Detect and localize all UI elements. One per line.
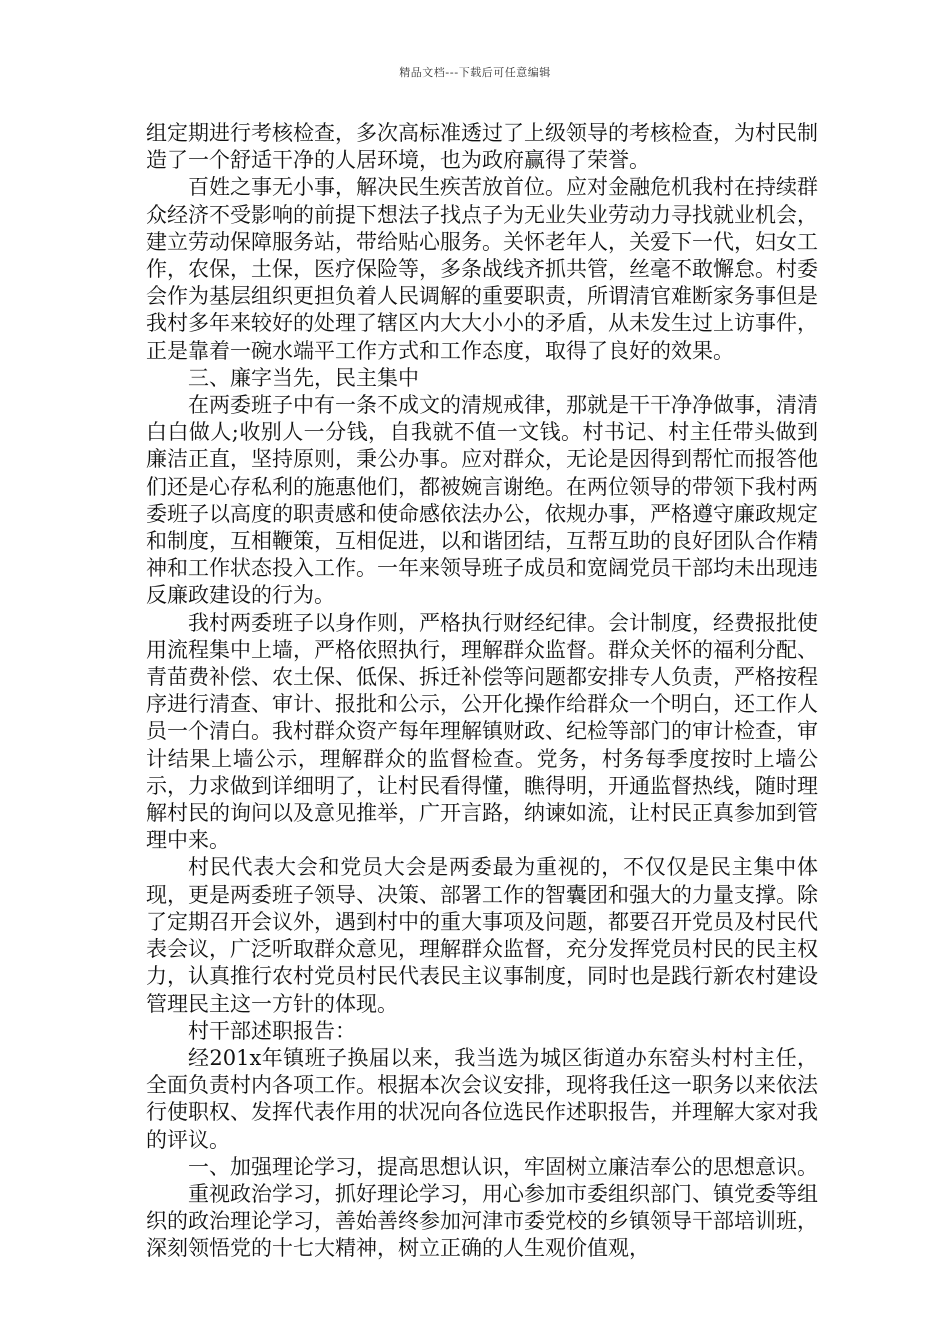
paragraph-2: 百姓之事无小事，解决民生疾苦放首位。应对金融危机我村在持续群众经济不受影响的前提下想法子找点子为无业失业劳动力寻找就业机会，建立劳动保障服务站，带给贴心服务。关怀老年人，关爱下一代，妇女工作，农保，土保，医疗保险等，多条战线齐抓共管，丝毫不敢懈怠。村委会作为基层组织更担负着人民调解的重要职责，所谓清官难断家务事但是我村多年来较好的处理了辖区内大大小小的矛盾，从未发生过上访事件，正是靠着一碗水端平工作方式和工作态度，取得了良好的效果。 [146,175,818,363]
paragraph-5: 我村两委班子以身作则，严格执行财经纪律。会计制度，经费报批使用流程集中上墙，严格依照执行，理解群众监督。群众关怀的福利分配、青苗费补偿、农土保、低保、拆迁补偿等问题都安排专人负责，严格按程序进行清查、审计、报批和公示，公开化操作给群众一个明白，还工作人员一个清白。我村群众资产每年理解镇财政、纪检等部门的审计检查，审计结果上墙公示，理解群众的监督检查。党务，村务每季度按时上墙公示，力求做到详细明了，让村民看得懂，瞧得明，开通监督热线，随时理解村民的询问以及意见推举，广开言路，纳谏如流，让村民正真参加到管理中来。 [146,610,818,853]
section-heading-3: 三、廉字当先，民主集中 [188,365,419,390]
paragraph-8: 经201x年镇班子换届以来，我当选为城区街道办东窑头村村主任，全面负责村内各项工作。根据本次会议安排，现将我任这一职务以来依法行使职权、发挥代表作用的状况向各位选民作述职报告，并理解大家对我的评议。 [146,1045,818,1152]
paragraph-10: 重视政治学习，抓好理论学习，用心参加市委组织部门、镇党委等组织的政治理论学习，善始善终参加河津市委党校的乡镇领导干部培训班，深刻领悟党的十七大精神，树立正确的人生观价值观， [146,1181,818,1261]
section-heading-1: 一、加强理论学习，提高思想认识，牢固树立廉洁奉公的思想意识。 [188,1154,818,1179]
paragraph-1: 组定期进行考核检查，多次高标准透过了上级领导的考核检查，为村民制造了一个舒适干净的人居环境，也为政府赢得了荣誉。 [146,121,818,173]
report-title: 村干部述职报告： [188,1018,356,1043]
paragraph-4: 在两委班子中有一条不成文的清规戒律，那就是干干净净做事，清清白白做人;收别人一分钱，自我就不值一文钱。村书记、村主任带头做到廉洁正直，坚持原则，秉公办事。应对群众，无论是因得到帮忙而报答他们还是心存私利的施惠他们，都被婉言谢绝。在两位领导的带领下我村两委班子以高度的职责感和使命感依法办公，依规办事，严格遵守廉政规定和制度，互相鞭策，互相促进，以和谐团结，互帮互助的良好团队合作精神和工作状态投入工作。一年来领导班子成员和宽阔党员干部均未出现违反廉政建设的行为。 [146,393,818,608]
page-header: 精品文档---下载后可任意编辑 [399,66,551,79]
paragraph-6: 村民代表大会和党员大会是两委最为重视的，不仅仅是民主集中体现，更是两委班子领导、决策、部署工作的智囊团和强大的力量支撑。除了定期召开会议外，遇到村中的重大事项及问题，都要召开党员及村民代表会议，广泛听取群众意见，理解群众监督，充分发挥党员村民的民主权力，认真推行农村党员村民代表民主议事制度，同时也是践行新农村建设管理民主这一方针的体现。 [146,855,818,1016]
document-body [146,120,818,1263]
